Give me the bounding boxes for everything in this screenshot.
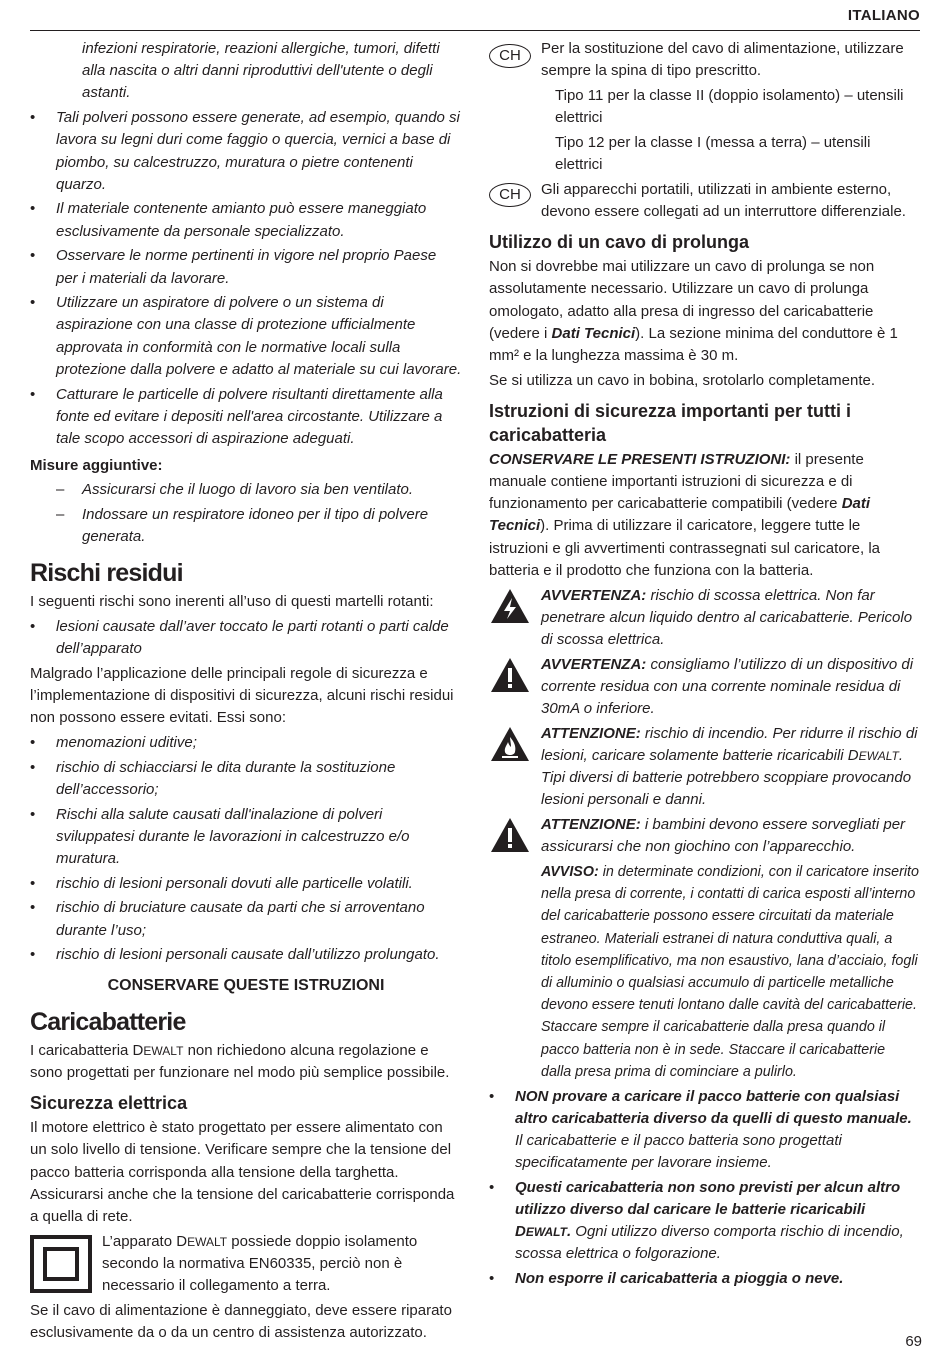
bullet: • xyxy=(30,733,36,751)
warning-fire: ATTENZIONE: rischio di incendio. Per ridurre il rischio di lesioni, caricare solamente batterie ricaricabili DEWALT. Tipi diversi di batterie potrebbero scoppiare provocando lesioni personali e danni. xyxy=(489,723,919,812)
page-header xyxy=(30,6,920,31)
page-number: 69 xyxy=(905,1333,922,1350)
list-item: • rischio di lesioni personali causate dall’utilizzo prolungato. xyxy=(30,944,462,966)
list-item: • menomazioni uditive; xyxy=(30,732,462,754)
list-item: • Utilizzare un aspiratore di polvere o un sistema di aspirazione con una classe di protezione ufficialmente approvata in conformità con le normative locali sulla protezione dalla polvere e adatto al materiale su cui lavorare. xyxy=(30,294,462,378)
avviso-paragraph: AVVISO: in determinate condizioni, con il caricatore inserito nella presa di corrente, i contatti di carica esposti all’interno del caricabatterie possono essere circuitati da materiale estraneo. Materiali estranei di natura conduttiva quali, a titolo esemplificativo, ma non esaustivo, lana d’acciaio, fogli di alluminio o qualsiasi accumulo di particelle metalliche devono essere tenuti lontano dalle cavità del caricabatterie. Staccare sempre il caricabatterie dalla presa quando il pacco batteria non è in sede. Staccare il caricabatterie dalla presa prima di cominciare a pulirlo. xyxy=(541,864,919,1080)
bullet: • xyxy=(30,294,36,312)
electric-hazard-icon xyxy=(489,587,531,625)
right-column xyxy=(489,38,919,1293)
prolunga-paragraph: Non si dovrebbe mai utilizzare un cavo di prolunga se non assolutamente necessario. Utilizzare un cavo di prolunga omologato, adatto alla presa di ingresso del caricabatterie (vedere i Dati Tecnici). La sezione minima del conduttore è 1 mm² e la lunghezza massima è 30 m. xyxy=(489,258,898,364)
sicurezza-heading: Sicurezza elettrica xyxy=(30,1093,188,1114)
sicurezza-paragraph: Il motore elettrico è stato progettato per essere alimentato con un solo livello di tensione. Verificare sempre che la tensione del pacco batteria corrisponda alla tensione della targhetta. Assicurarsi anche che la tensione del caricabatterie corrisponda a quella di rete. xyxy=(30,1119,455,1225)
list-item: • Il materiale contenente amianto può essere maneggiato esclusivamente da personale specializzato. xyxy=(30,200,427,240)
warning-rcd: AVVERTENZA: consigliamo l’utilizzo di un dispositivo di corrente residua con una corrente nominale residua di 30mA o inferiore. xyxy=(489,654,919,721)
bullet: • xyxy=(30,247,36,265)
bullet: • xyxy=(30,109,36,127)
bullet: • xyxy=(30,385,36,403)
list-item: • NON provare a caricare il pacco batterie con qualsiasi altro caricabatteria diverso da quelli di questo manuale. Il caricabatterie e il pacco batteria sono progettati specificatamente per lavorare insieme. xyxy=(489,1087,912,1172)
bullet: • xyxy=(489,1087,495,1105)
continued-paragraph: infezioni respiratorie, reazioni allergiche, tumori, difetti alla nascita o altri danni riproduttivi dell'utente o degli astanti. xyxy=(82,40,440,102)
bullet: • xyxy=(30,200,36,218)
warning-electric: AVVERTENZA: rischio di scossa elettrica. Non far penetrare alcun liquido dentro al caricabatterie. Pericolo di scossa elettrica. xyxy=(489,585,919,652)
bullet: • xyxy=(30,758,36,776)
dust-bullet-list xyxy=(30,107,462,450)
list-item: – Indossare un respiratore idoneo per il tipo di polvere generata. xyxy=(56,505,429,546)
ch-note-1: CH Per la sostituzione del cavo di alimentazione, utilizzare sempre la spina di tipo prescritto. Tipo 11 per la classe II (doppio isolamento) – utensili elettrici Tipo 12 per la classe I (messa a terra) – utensili elettrici xyxy=(489,38,919,176)
list-item: • rischio di schiacciarsi le dita durante la sostituzione dell’accessorio; xyxy=(30,758,396,798)
list-item: • Catturare le particelle di polvere risultanti direttamente alla fonte ed evitare i depositi nell'area circostante. Utilizzare a tale scopo accessori di aspirazione adeguati. xyxy=(30,385,443,447)
double-insulation-icon xyxy=(30,1235,92,1293)
list-item: • rischio di lesioni personali dovuti alle particelle volatili. xyxy=(30,873,462,895)
ch-note-2: CH Gli apparecchi portatili, utilizzati in ambiente esterno, devono essere collegati ad un interruttore differenziale. xyxy=(489,179,919,223)
conservare-heading: CONSERVARE QUESTE ISTRUZIONI xyxy=(107,976,385,994)
fire-hazard-icon xyxy=(489,725,531,763)
rischi-list xyxy=(30,732,462,967)
list-item: • Questi caricabatteria non sono previsti per alcun altro utilizzo diverso dal caricare le batterie ricaricabili DEWALT. Ogni utilizzo diverso comporta rischio di incendio, scossa elettrica o folgorazione. xyxy=(489,1178,904,1263)
cavo-paragraph: Se il cavo di alimentazione è danneggiato, deve essere riparato esclusivamente da o da un centro di assistenza autorizzato. xyxy=(30,1301,452,1341)
left-column xyxy=(30,38,462,1347)
list-item: • Tali polveri possono essere generate, ad esempio, quando si lavora su legni duri come faggio o quercia, vernici a base di piombo, su calcestruzzo, muratura o pietre contenenti quarzo. xyxy=(30,109,460,193)
misure-heading: Misure aggiuntive: xyxy=(30,457,163,475)
warning-icon xyxy=(489,656,531,694)
rischi-intro: I seguenti rischi sono inerenti all’uso di questi martelli rotanti: xyxy=(30,593,434,611)
ch-badge: CH xyxy=(489,183,531,207)
list-item: • rischio di bruciature causate da parti che si arroventano durante l’uso; xyxy=(30,899,425,939)
bullet: • xyxy=(30,874,36,892)
bullet: • xyxy=(30,899,36,917)
ch-badge: CH xyxy=(489,44,531,68)
double-insulation-text: L’apparato DEWALT possiede doppio isolamento secondo la normativa EN60335, perciò non è necessario il collegamento a terra. xyxy=(102,1232,418,1295)
bullet: • xyxy=(489,1270,495,1288)
istruzioni-heading: Istruzioni di sicurezza importanti per tutti i caricabatteria xyxy=(489,400,852,445)
list-item: • Osservare le norme pertinenti in vigore nel proprio Paese per i materiali da lavorare. xyxy=(30,247,437,287)
list-item: – Assicurarsi che il luogo di lavoro sia ben ventilato. xyxy=(30,479,462,501)
language-label: ITALIANO xyxy=(847,7,920,24)
prolunga-heading: Utilizzo di un cavo di prolunga xyxy=(489,232,749,253)
bullet: • xyxy=(489,1178,495,1196)
warning-children: ATTENZIONE: i bambini devono essere sorvegliati per assicurarsi che non giochino con l’apparecchio. xyxy=(489,814,919,858)
rischi-heading: Rischi residui xyxy=(30,559,183,588)
dash: – xyxy=(56,481,65,499)
dash: – xyxy=(56,505,65,523)
rischi-paragraph: Malgrado l’applicazione delle principali regole di sicurezza e l’implementazione di dispositivi di sicurezza, alcuni rischi residui non possono essere evitati. Essi sono: xyxy=(30,664,454,727)
bobina-paragraph: Se si utilizza un cavo in bobina, srotolarlo completamente. xyxy=(489,371,876,389)
istruzioni-paragraph: CONSERVARE LE PRESENTI ISTRUZIONI: il presente manuale contiene importanti istruzioni di sicurezza e di funzionamento per caricabatterie compatibili (vedere Dati Tecnici). Prima di utilizzare il caricatore, leggere tutte le istruzioni e gli avvertimenti contrassegnati sul caricatore, la batteria e il prodotto che funziona con la batteria. xyxy=(489,450,881,579)
bullet: • xyxy=(30,617,36,635)
warning-icon xyxy=(489,816,531,854)
list-item: • Rischi alla salute causati dall'inalazione di polveri sviluppatesi durante le lavorazioni in calcestruzzo e/o muratura. xyxy=(30,805,410,867)
caricabatterie-paragraph: I caricabatteria DEWALT non richiedono alcuna regolazione e sono progettati per funzionare nel modo più semplice possibile. xyxy=(30,1041,450,1081)
double-insulation-row xyxy=(30,1231,462,1298)
caricabatterie-heading: Caricabatterie xyxy=(30,1007,186,1036)
bullet: • xyxy=(30,805,36,823)
list-item: • lesioni causate dall’aver toccato le parti rotanti o parti calde dell’apparato xyxy=(30,617,449,658)
bullet: • xyxy=(30,946,36,964)
list-item: • Non esporre il caricabatteria a pioggia o neve. xyxy=(489,1268,919,1290)
